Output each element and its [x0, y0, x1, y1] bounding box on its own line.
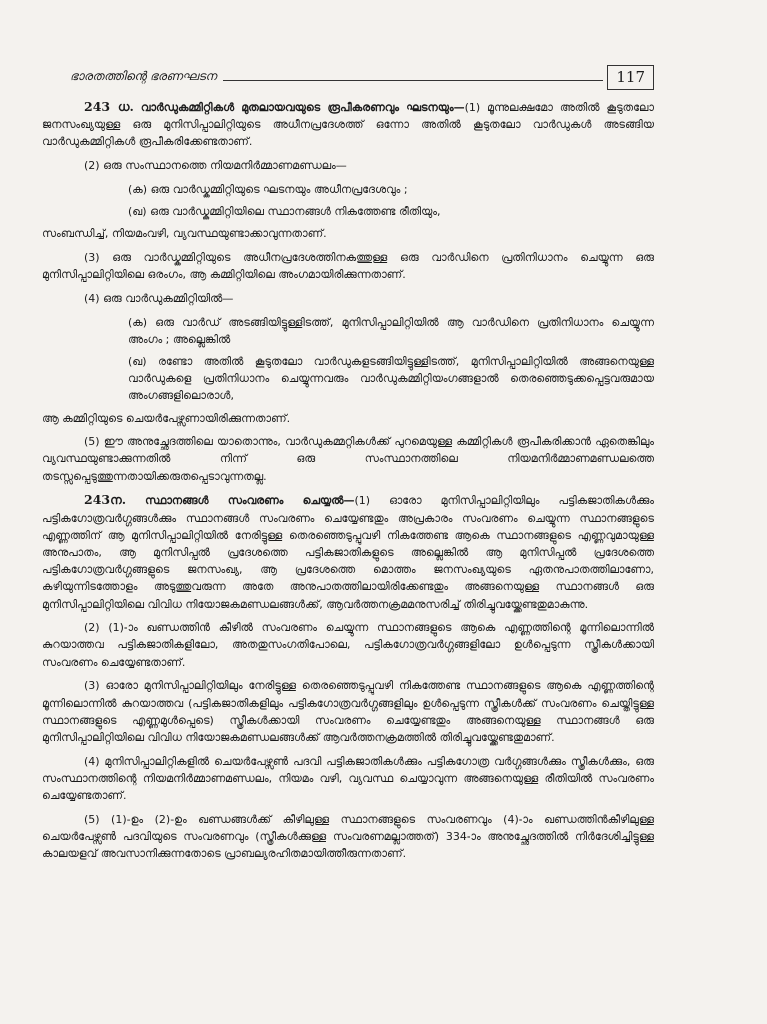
section-243na-clause-5: (5) (1)-ഉം (2)-ഉം ഖണ്ഡങ്ങൾക്ക് കീഴിലുള്ള സ്ഥാനങ്ങളുടെ സംവരണവും (4)-ാം ഖണ്ഡത്തിൻകീഴിലുള്ള ചെയർപേഴ്സൺ പദവിയുടെ സംവരണവും (സ്ത്രീകൾക്കുള്ള സംവരണമല്ലാത്തത്) 334-ാം അനുച്ഛേദത്തിൽ നിർദേശിച്ചിട്ടുള്ള കാലയളവ് അവസാനിക്കുന്നതോടെ പ്രാബല്യരഹിതമായിത്തീരുന്നതാണ്. [42, 812, 654, 861]
section-243na-clause-3: (3) ഓരോ മുനിസിപ്പാലിറ്റിയിലും നേരിട്ടുള്ള തെരഞ്ഞെടുപ്പുവഴി നികത്തേണ്ട സ്ഥാനങ്ങളുടെ ആകെ എണ്ണത്തിന്റെ മൂന്നിലൊന്നിൽ കുറയാത്തവ (പട്ടികജാതികളിലും പട്ടികഗോത്രവർഗ്ഗങ്ങളിലും ഉൾപ്പെടുന്ന സ്ത്രീകൾക്ക് സംവരണം ചെയ്തിട്ടുള്ള സ്ഥാനങ്ങളുടെ എണ്ണമുൾപ്പെടെ) സ്ത്രീകൾക്കായി സംവരണം ചെയ്യേണ്ടതും അങ്ങനെയുള്ള സ്ഥാനങ്ങൾ ഒരു മുനിസിപ്പാലിറ്റിയിലെ വിവിധ നിയോജകമണ്ഡലങ്ങൾക്ക് ആവർത്തനക്രമത്തിൽ തിരിച്ചുവയ്ക്കേണ്ടതുമാണ്. [42, 679, 654, 744]
section-heading: വാർഡുകമ്മിറ്റികൾ മുതലായവയുടെ രൂപീകരണവും ഘടനയും— [140, 101, 465, 114]
section-243dha-clause-3: (3) ഒരു വാർഡ്കമ്മിറ്റിയുടെ അധീനപ്രദേശത്തിനകത്തുള്ള ഒരു വാർഡിനെ പ്രതിനിധാനം ചെയ്യുന്ന ഒരു മുനിസിപ്പാലിറ്റിയിലെ ഒരംഗം, ആ കമ്മിറ്റിയിലെ അംഗമായിരിക്കുന്നതാണ്. [42, 250, 654, 282]
section-243na-clause-4: (4) മുനിസിപ്പാലിറ്റികളിൽ ചെയർപേഴ്സൺ പദവി പട്ടികജാതികൾക്കും പട്ടികഗോത്ര വർഗ്ഗങ്ങൾക്കും സ്ത്രീകൾക്കും, ഒരു സംസ്ഥാനത്തിന്റെ നിയമനിർമ്മാണമണ്ഡലം, നിയമം വഴി, വ്യവസ്ഥ ചെയ്യാവുന്ന അങ്ങനെയുള്ള രീതിയിൽ സംവരണം ചെയ്യേണ്ടതാണ്. [42, 754, 654, 803]
document-body [42, 98, 654, 869]
section-243na-clause-1 [42, 491, 654, 612]
clause-4-item-ka: (ക) ഒരു വാർഡ് അടങ്ങിയിട്ടുള്ളിടത്ത്, മുനിസിപ്പാലിറ്റിയിൽ ആ വാർഡിനെ പ്രതിനിധാനം ചെയ്യുന്ന അംഗം ; അല്ലെങ്കിൽ [128, 315, 654, 346]
clause-4-tail: ആ കമ്മിറ്റിയുടെ ചെയർപേഴ്സണായിരിക്കുന്നതാണ്. [42, 411, 291, 425]
section-243dha-clause-2: (2) ഒരു സംസ്ഥാനത്തെ നിയമനിർമ്മാണമണ്ഡലം— [84, 159, 347, 173]
section-243dha-clause-4: (4) ഒരു വാർഡുകമ്മിറ്റിയിൽ— [84, 291, 234, 305]
section-number: 243ന. [84, 492, 127, 508]
page-header [70, 60, 654, 90]
section-number: 243 ധ. [84, 99, 134, 114]
page-number: 117 [607, 65, 654, 90]
section-243dha-clause-5: (5) ഈ അനുച്ഛേദത്തിലെ യാതൊന്നും, വാർഡുകമ്മറ്റികൾക്ക് പുറമെയുള്ള കമ്മിറ്റികൾ രൂപീകരിക്കാൻ ഏതെങ്കിലും വ്യവസ്ഥയുണ്ടാക്കുന്നതിൽ നിന്ന് ഒരു സംസ്ഥാനത്തിലെ നിയമനിർമ്മാണമണ്ഡലത്തെ തടസ്സപ്പെടുത്തുന്നതായിക്കരുതപ്പെടാവുന്നതല്ല. [42, 435, 654, 483]
running-title: ഭാരതത്തിന്റെ ഭരണഘടന [70, 69, 217, 83]
clause-text: (1) ഓരോ മുനിസിപ്പാലിറ്റിയിലും പട്ടികജാതികൾക്കും പട്ടികഗോത്രവർഗ്ഗങ്ങൾക്കും സ്ഥാനങ്ങൾ സംവരണം ചെയ്യേണ്ടതും അപ്രകാരം സംവരണം ചെയ്യുന്ന സ്ഥാനങ്ങളുടെ എണ്ണത്തിന് ആ മുനിസിപ്പാലിറ്റിയിൽ നേരിട്ടുള്ള തെരഞ്ഞെടുപ്പുവഴി നികത്തേണ്ട ആകെ സ്ഥാനങ്ങളുടെ എണ്ണവുമായുള്ള അനുപാതം, ആ മുനിസിപ്പൽ പ്രദേശത്തെ പട്ടികജാതികളുടെ അല്ലെങ്കിൽ ആ മുനിസിപ്പൽ പ്രദേശത്തെ പട്ടികഗോത്രവർഗ്ഗങ്ങളുടെ ജനസംഖ്യ, ആ പ്രദേശത്തെ മൊത്തം ജനസംഖ്യയുടെ ഏതനുപാതത്തിലാണോ, കഴിയുന്നിടത്തോളം അടുത്തുവരുന്ന അതേ അനുപാതത്തിലായിരിക്കേണ്ടതും അങ്ങനെയുള്ള സ്ഥാനങ്ങൾ ഒരു മുനിസിപ്പാലിറ്റിയിലെ വിവിധ നിയോജകമണ്ഡലങ്ങൾക്ക്, ആവർത്തനക്രമമനുസരിച്ച് തിരിച്ചുവയ്ക്കേണ്ടതുമാകുന്നു. [42, 494, 654, 611]
clause-text: (1) മൂന്നുലക്ഷമോ അതിൽ കൂടുതലോ ജനസംഖ്യയുള്ള ഒരു മുനിസിപ്പാലിറ്റിയുടെ അധീനപ്രദേശത്ത് ഒന്നോ അതിൽ കൂടുതലോ വാർഡുകൾ അടങ്ങിയ വാർഡുകമ്മിറ്റികൾ രൂപീകരിക്കേണ്ടതാണ്. [42, 101, 654, 149]
clause-2-item-kha: (ഖ) ഒരു വാർഡ്കമ്മിറ്റിയിലെ സ്ഥാനങ്ങൾ നികത്തേണ്ട രീതിയും, [128, 205, 441, 219]
section-243na-clause-2: (2) (1)-ാം ഖണ്ഡത്തിൻ കീഴിൽ സംവരണം ചെയ്യുന്ന സ്ഥാനങ്ങളുടെ ആകെ എണ്ണത്തിന്റെ മൂന്നിലൊന്നിൽ കുറയാത്തവ പട്ടികജാതികളിലോ, അതതുസംഗതിപോലെ, പട്ടികഗോത്രവർഗ്ഗങ്ങളിലോ ഉൾപ്പെടുന്ന സ്ത്രീകൾക്കായി സംവരണം ചെയ്യേണ്ടതാണ്. [42, 621, 654, 669]
clause-2-tail: സംബന്ധിച്ച്, നിയമംവഴി, വ്യവസ്ഥയുണ്ടാക്കാവുന്നതാണ്. [42, 227, 327, 241]
clause-4-item-kha: (ഖ) രണ്ടോ അതിൽ കൂടുതലോ വാർഡുകളടങ്ങിയിട്ടുള്ളിടത്ത്, മുനിസിപ്പാലിറ്റിയിൽ അങ്ങനെയുള്ള വാർഡുകളെ പ്രതിനിധാനം ചെയ്യുന്നവരും വാർഡുകമ്മിറ്റിയംഗങ്ങളാൽ തെരഞ്ഞെടുക്കപ്പെട്ടവരുമായ അംഗങ്ങളിലൊരാൾ, [128, 354, 654, 403]
header-rule [223, 80, 604, 81]
section-243dha-clause-1 [42, 98, 654, 151]
clause-2-item-ka: (ക) ഒരു വാർഡ്കമ്മിറ്റിയുടെ ഘടനയും അധീനപ്രദേശവും ; [128, 182, 408, 196]
section-heading: സ്ഥാനങ്ങൾ സംവരണം ചെയ്യൽ— [145, 494, 355, 508]
